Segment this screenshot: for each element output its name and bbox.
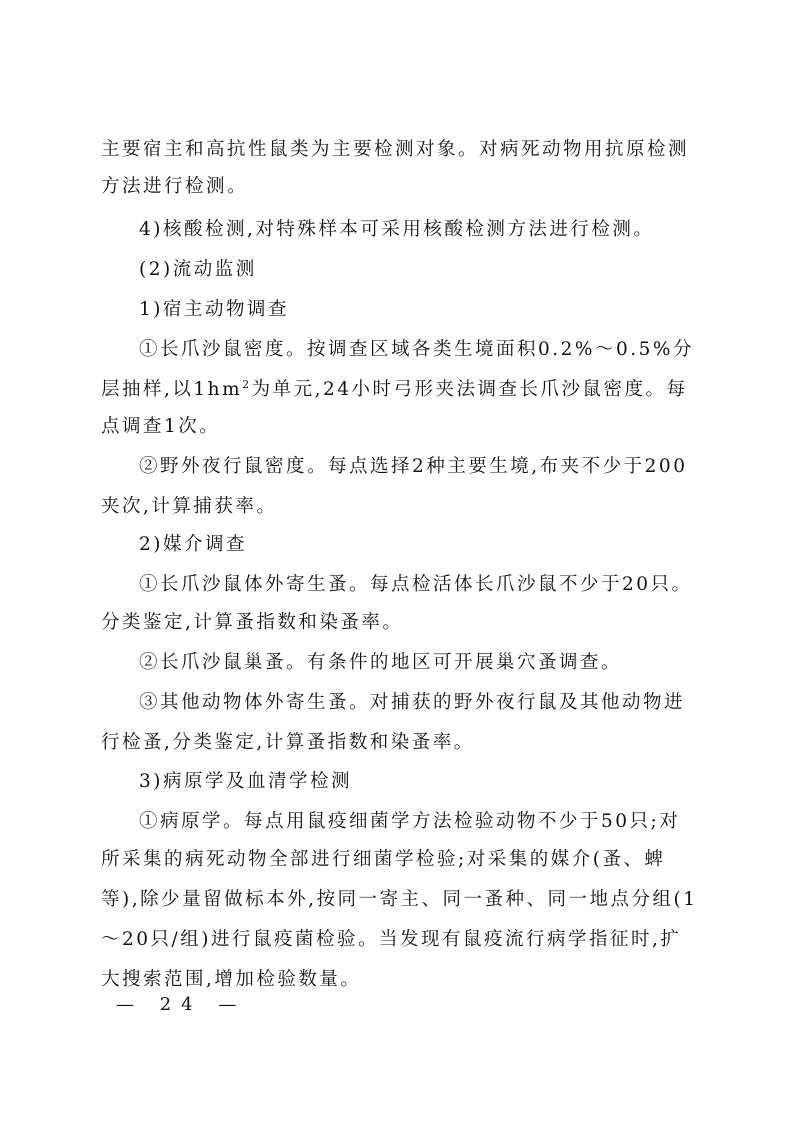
paragraph-line-segment: 为单元,24小时弓形夹法调查长爪沙鼠密度。每	[251, 379, 688, 400]
paragraph-line: 大搜索范围,增加检验数量。	[101, 969, 362, 990]
paragraph-line: 分类鉴定,计算蚤指数和染蚤率。	[101, 612, 404, 633]
paragraph-line: 等),除少量留做标本外,按同一寄主、同一蚤种、同一地点分组(1	[101, 889, 698, 910]
paragraph-line: ③其他动物体外寄生蚤。对捕获的野外夜行鼠及其他动物进	[139, 692, 686, 713]
paragraph-line: 行检蚤,分类鉴定,计算蚤指数和染蚤率。	[101, 732, 475, 753]
paragraph-line	[101, 370, 688, 410]
paragraph-line: ①病原学。每点用鼠疫细菌学方法检验动物不少于50只;对	[139, 811, 681, 832]
paragraph-line: 主要宿主和高抗性鼠类为主要检测对象。对病死动物用抗原检测	[101, 139, 690, 160]
paragraph-line: 夹次,计算捕获率。	[101, 496, 278, 517]
paragraph-line: 4)核酸检测,对特殊样本可采用核酸检测方法进行检测。	[139, 219, 655, 240]
paragraph-line-segment: 层抽样,以1hm	[101, 379, 243, 400]
paragraph-line: ①长爪沙鼠体外寄生蚤。每点检活体长爪沙鼠不少于20只。	[139, 574, 693, 595]
subsection-heading: 2)媒介调查	[139, 534, 247, 555]
paragraph-line: ②野外夜行鼠密度。每点选择2种主要生境,布夹不少于200	[139, 456, 688, 477]
subsection-heading: 1)宿主动物调查	[139, 299, 289, 320]
paragraph-line: 所采集的病死动物全部进行细菌学检验;对采集的媒介(蚤、蜱	[101, 849, 666, 870]
page-number: — 24 —	[116, 994, 247, 1015]
paragraph-line: 方法进行检测。	[101, 176, 249, 197]
paragraph-line: ①长爪沙鼠密度。按调查区域各类生境面积0.2%～0.5%分	[139, 339, 695, 360]
paragraph-line: ～20只/组)进行鼠疫菌检验。当发现有鼠疫流行病学指征时,扩	[101, 929, 682, 950]
subsection-heading: 3)病原学及血清学检测	[139, 771, 352, 792]
paragraph-line: ②长爪沙鼠巢蚤。有条件的地区可开展巢穴蚤调查。	[139, 652, 623, 673]
paragraph-line: 点调查1次。	[101, 416, 221, 437]
superscript: 2	[242, 377, 252, 391]
section-heading: (2)流动监测	[139, 259, 257, 280]
